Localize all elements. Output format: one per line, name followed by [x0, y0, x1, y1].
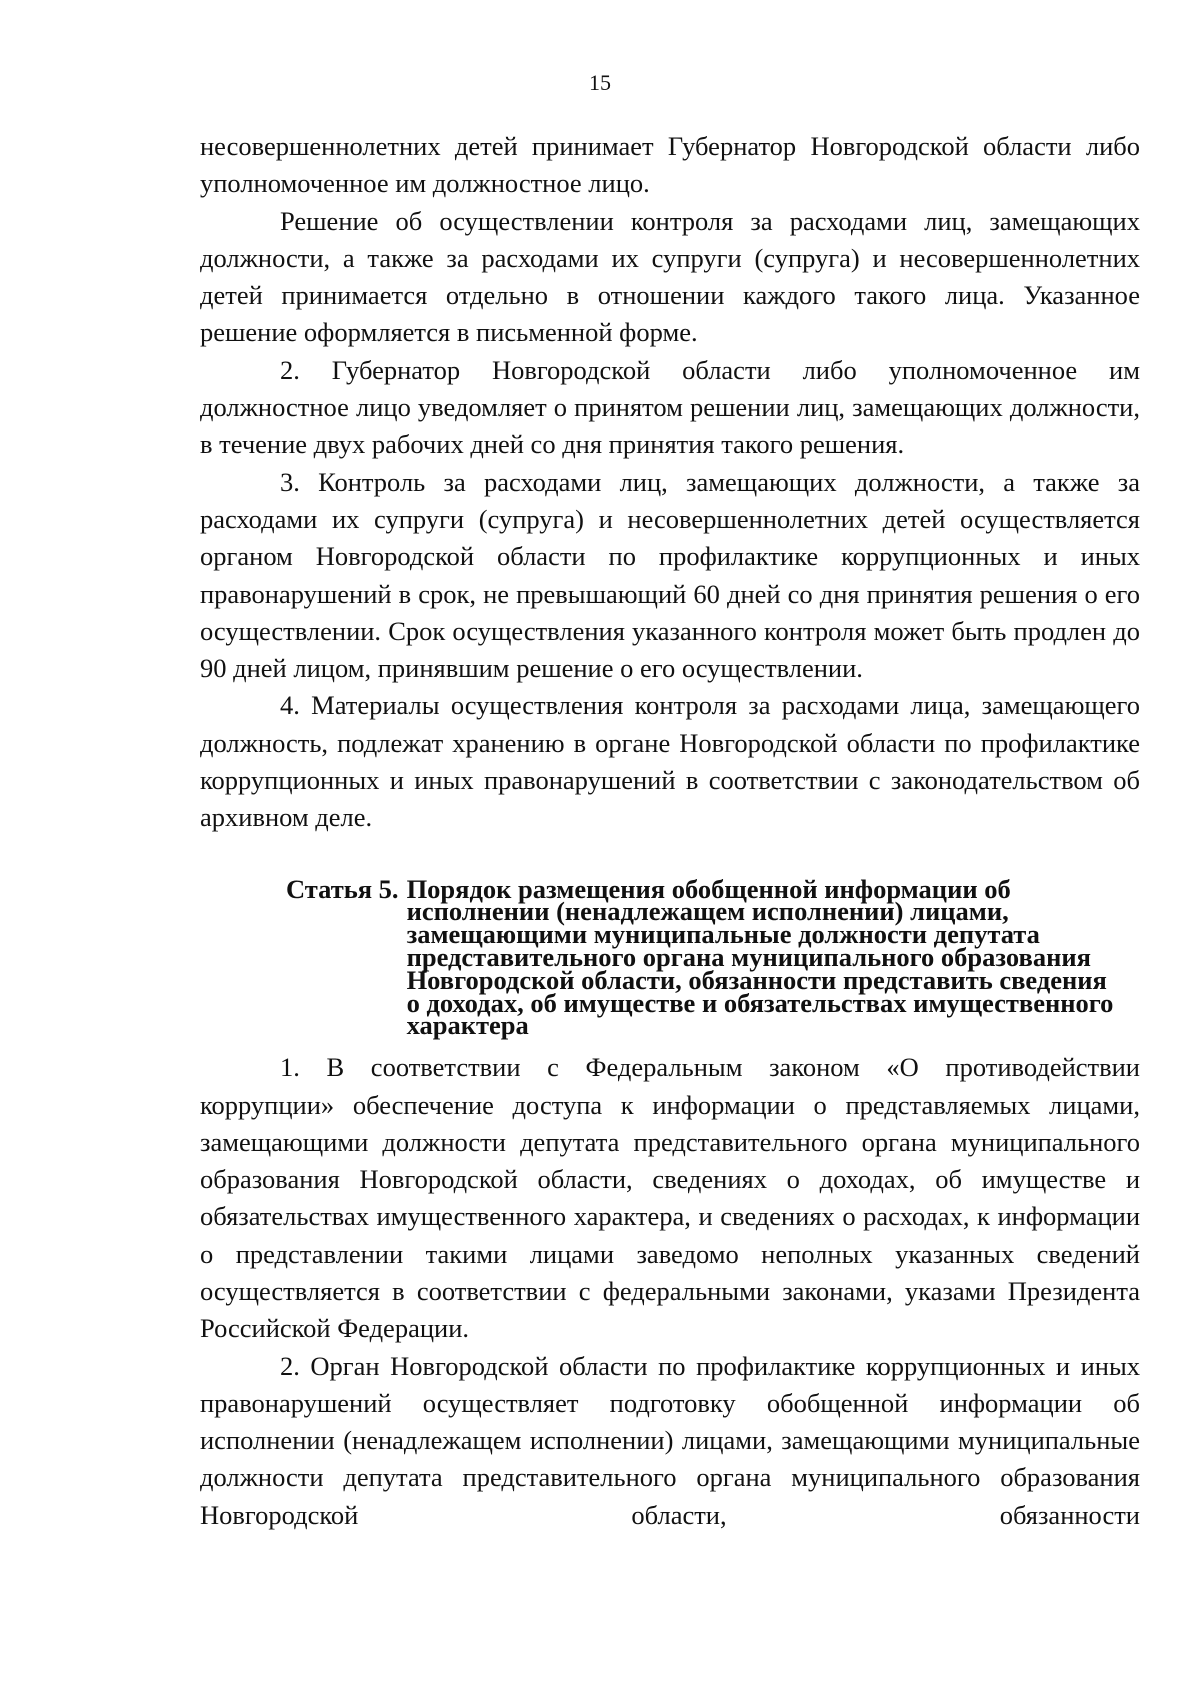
document-body [200, 128, 1140, 1534]
paragraph-item-2: 2. Губернатор Новгородской области либо уполномоченное им должностное лицо уведомляет о принятом решении лиц, замещающих должности, в течение двух рабочих дней со дня принятия такого решения. [200, 354, 1140, 460]
paragraph-article5-item-1: 1. В соответствии с Федеральным законом «О противодействии коррупции» обеспечение доступа к информации о представляемых лицами, замещающими должности депутата представительного органа муниципального образования Новгородской области, сведениях о доходах, об имуществе и обязательствах имущественного характера, и сведениях о расходах, к информации о представлении такими лицами заведомо неполных указанных сведений осуществляется в соответствии с федеральными законами, указами Президента Российской Федерации. [200, 1052, 1140, 1344]
article-title: Порядок размещения обобщенной информации об исполнении (ненадлежащем исполнении) лицами, замещающими муниципальные должности депутата представительного органа муниципального образования Новгородской области, обязанности представить сведения о доходах, об имуществе и обязательствах имущественного характера [406, 873, 1114, 1041]
paragraph-article5-item-2: 2. Орган Новгородской области по профилактике коррупционных и иных правонарушений осуществляет подготовку обобщенной информации об исполнении (ненадлежащем исполнении) лицами, замещающими муниципальные должности депутата представительного органа муниципального образования Новгородской области, обязанности [200, 1350, 1140, 1530]
paragraph-control-decision: Решение об осуществлении контроля за расходами лиц, замещающих должности, а также за расходами их супруги (супруга) и несовершеннолетних детей принимается отдельно в отношении каждого такого лица. Указанное решение оформляется в письменной форме. [200, 205, 1140, 348]
article-heading [286, 873, 1124, 1041]
paragraph-item-3: 3. Контроль за расходами лиц, замещающих должности, а также за расходами их супруги (супруга) и несовершеннолетних детей осуществляется органом Новгородской области по профилактике коррупционных и иных правонарушений в срок, не превышающий 60 дней со дня принятия решения о его осуществлении. Срок осуществления указанного контроля может быть продлен до 90 дней лицом, принявшим решение о его осуществлении. [200, 466, 1140, 684]
paragraph-continuation: несовершеннолетних детей принимает Губернатор Новгородской области либо уполномоченное им должностное лицо. [200, 131, 1140, 199]
article-number: Статья 5. [286, 873, 399, 904]
page-number: 15 [589, 70, 611, 95]
paragraph-item-4: 4. Материалы осуществления контроля за расходами лица, замещающего должность, подлежат хранению в органе Новгородской области по профилактике коррупционных и иных правонарушений в соответствии с законодательством об архивном деле. [200, 690, 1140, 833]
